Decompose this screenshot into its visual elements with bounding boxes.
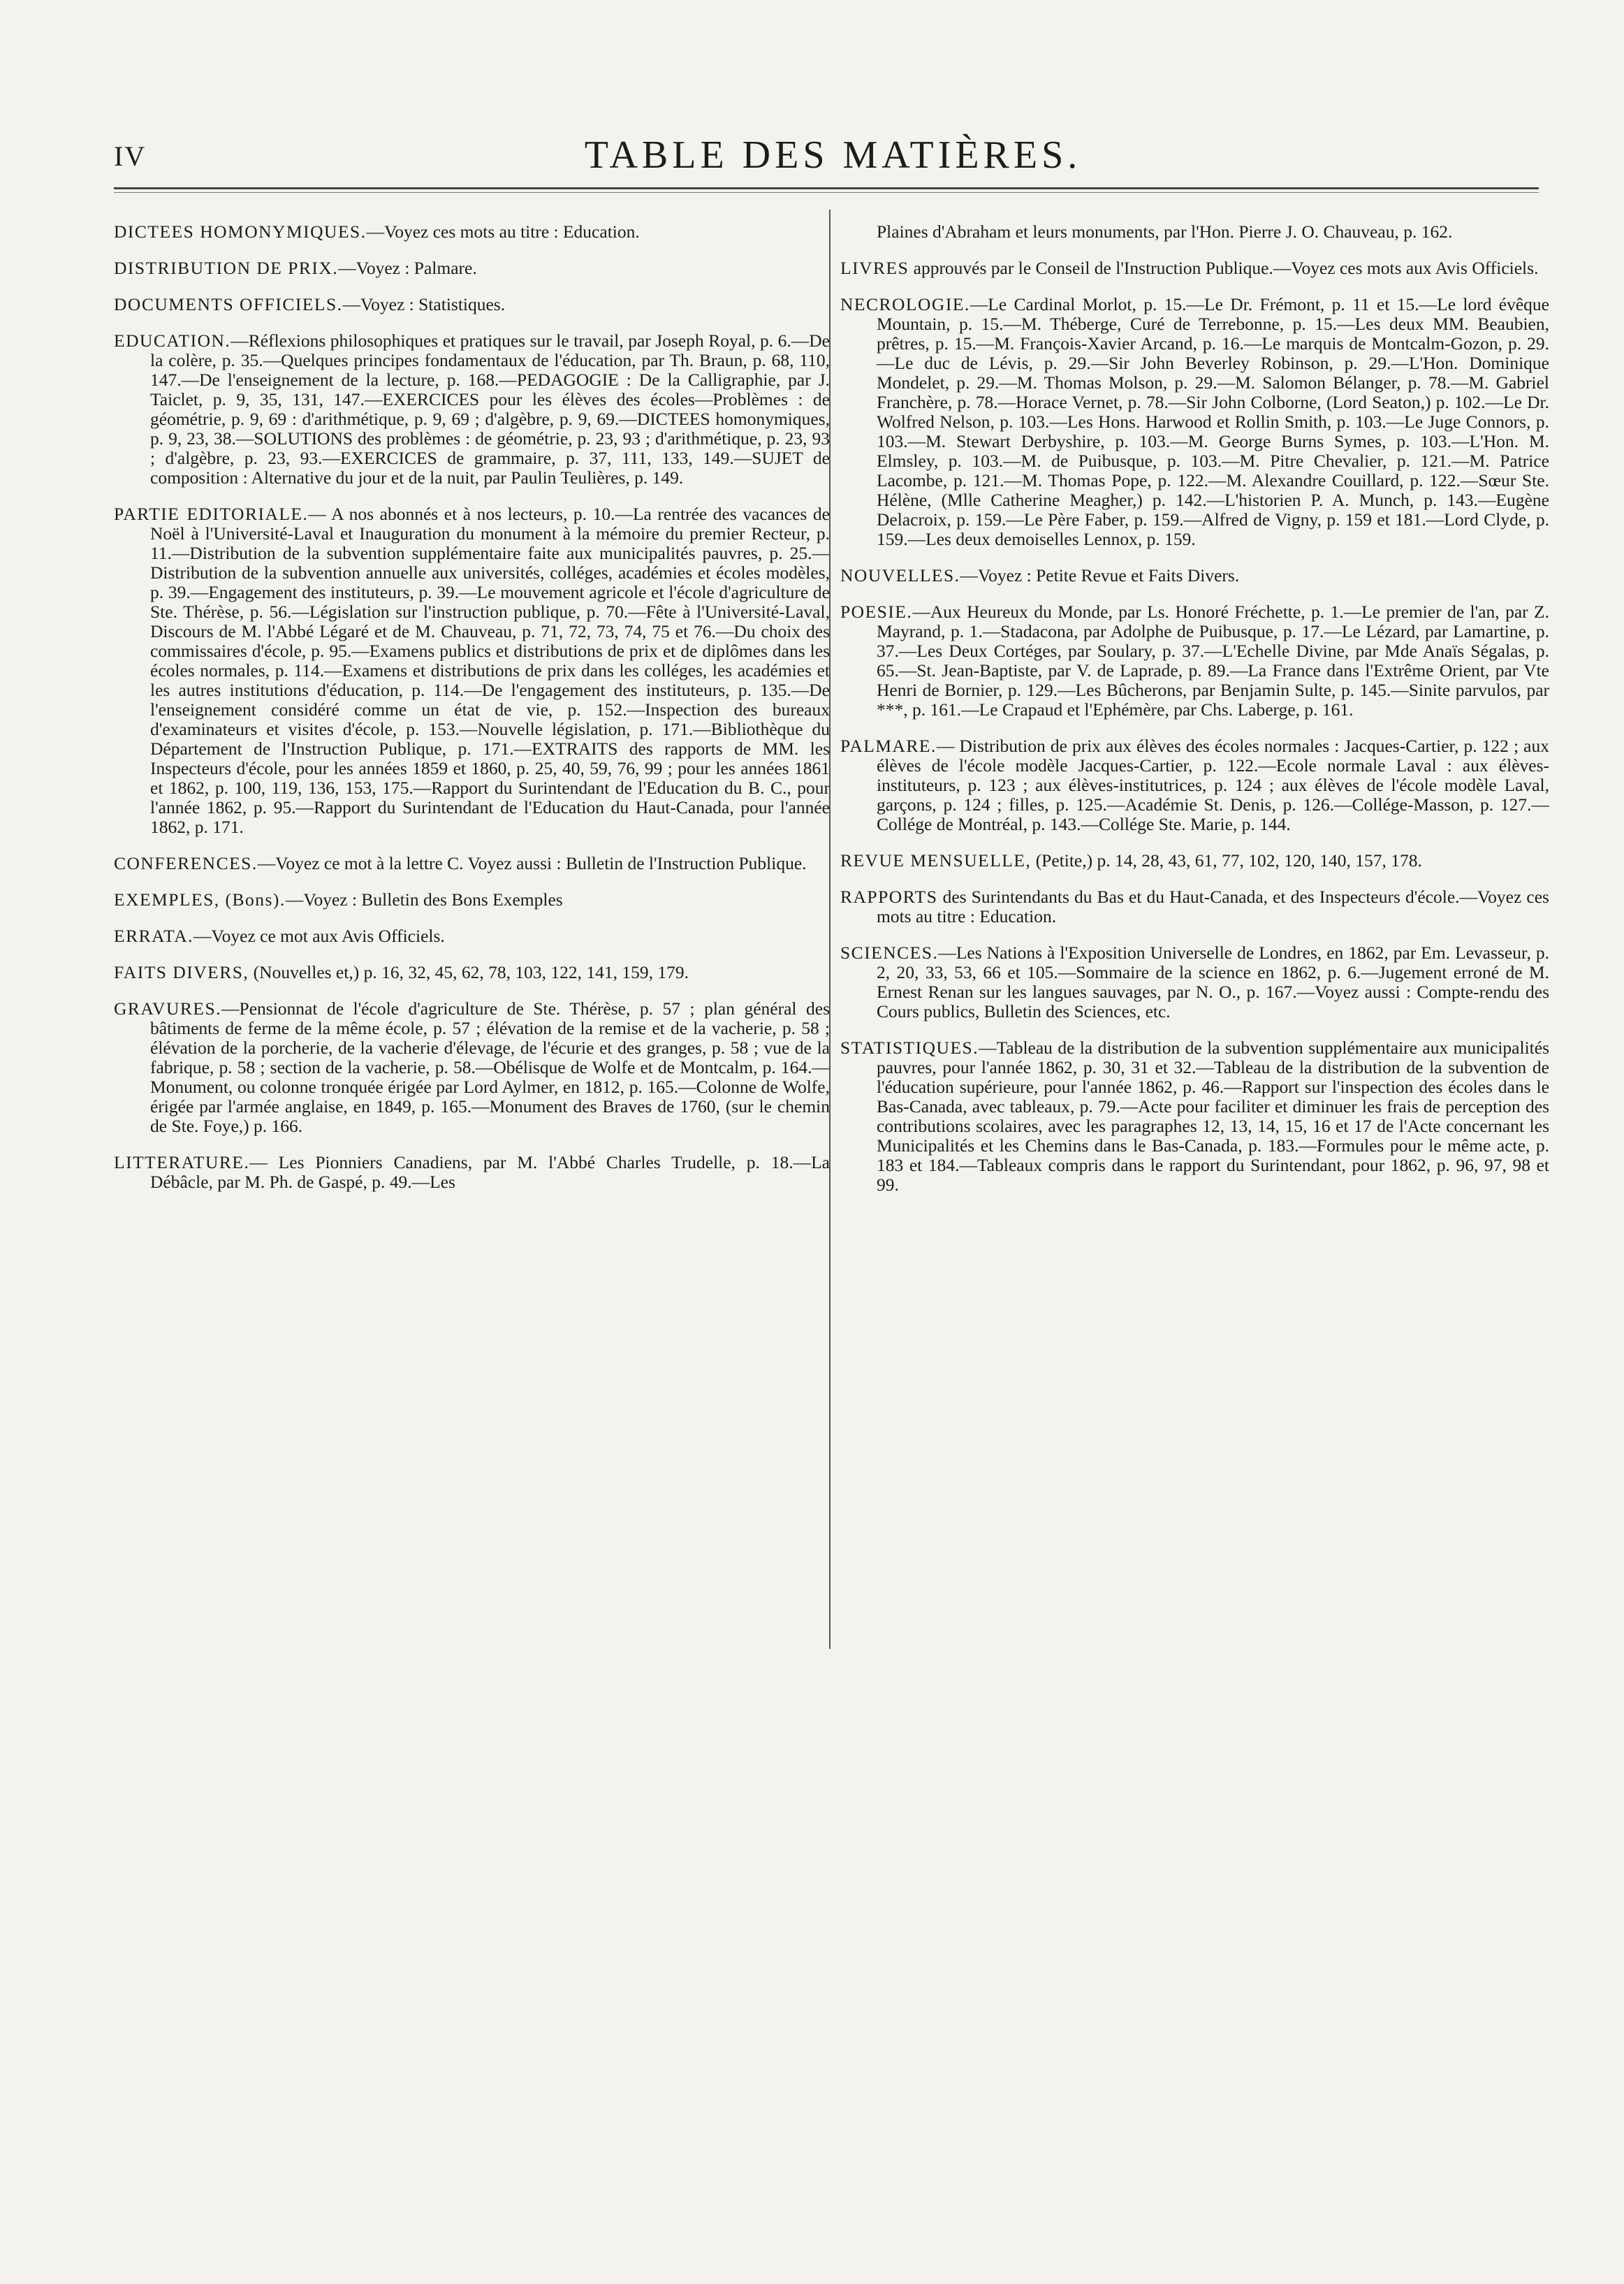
column-divider	[829, 210, 831, 1649]
index-entry	[840, 943, 1549, 1021]
entry-heading: CONFERENCES.	[114, 853, 258, 873]
entry-text: (Petite,) p. 14, 28, 43, 61, 77, 102, 120, 140, 157, 178.	[1031, 850, 1422, 871]
entry-text: — Les Pionniers Canadiens, par M. l'Abbé Charles Trudelle, p. 18.—La Débâcle, par M. Ph. de Gaspé, p. 49.—Les	[150, 1152, 830, 1192]
entry-heading: REVUE MENSUELLE,	[840, 850, 1032, 871]
index-entry	[114, 926, 830, 946]
entry-heading: GRAVURES.	[114, 998, 222, 1019]
index-entry	[114, 854, 830, 873]
index-entry	[840, 851, 1549, 871]
entry-text: —Voyez : Palmare.	[338, 258, 477, 278]
index-entry	[840, 736, 1549, 834]
entry-heading: ERRATA.	[114, 926, 194, 946]
index-entry	[840, 259, 1549, 278]
index-entry	[840, 887, 1549, 926]
entry-text: — Distribution de prix aux élèves des écoles normales : Jacques-Cartier, p. 122 ; aux élèves de l'école modèle Jacques-Cartier, p. 122.—Ecole normale Laval : aux élèves-instituteurs, p. 123 ; aux élèves-institutrices, p. 124 ; aux élèves de l'école modèle Laval, garçons, p. 124 ; filles, p. 125.—Académie St. Denis, p. 126.—Collége-Masson, p. 127.—Collége de Montréal, p. 143.—Collége Ste. Marie, p. 144.	[877, 736, 1549, 834]
index-entry	[114, 331, 830, 488]
entry-heading: PARTIE EDITORIALE.	[114, 504, 309, 524]
entry-heading: STATISTIQUES.	[840, 1038, 979, 1058]
entry-text: —Voyez ces mots au titre : Education.	[366, 221, 640, 242]
entry-text: —Voyez : Statistiques.	[342, 294, 506, 314]
index-entry	[114, 295, 830, 314]
entry-heading: EXEMPLES, (Bons).	[114, 889, 286, 910]
index-entry	[840, 1038, 1549, 1195]
entry-text: — A nos abonnés et à nos lecteurs, p. 10.—La rentrée des vacances de Noël à l'Université-Laval et Inauguration du monument à la mémoire du premier Recteur, p. 11.—Distribution de la subvention supplémentaire faite aux municipalités pauvres, p. 25.—Distribution de la subvention annuelle aux universités, colléges, académies et écoles modèles, p. 39.—Engagement des instituteurs, p. 39.—Le mouvement agricole et l'école d'agriculture de Ste. Thérèse, p. 56.—Législation sur l'instruction publique, p. 70.—Fête à l'Université-Laval, Discours de M. l'Abbé Légaré et de M. Chauveau, p. 71, 72, 73, 74, 75 et 76.—Du choix des commissaires d'école, p. 95.—Examens publics et distributions de prix et de diplômes dans les écoles normales, p. 114.—Examens et distributions de prix dans les colléges, les académies et les autres institutions d'éducation, p. 114.—De l'engagement des instituteurs, p. 135.—De l'enseignement considéré comme un état de vie, p. 152.—Inspection des bureaux d'examinateurs et visites d'école, p. 153.—Nouvelle législation, p. 171.—Bibliothèque du Département de l'Instruction Publique, p. 171.—EXTRAITS des rapports de MM. les Inspecteurs d'école, pour les années 1859 et 1860, p. 25, 40, 59, 76, 99 ; pour les années 1861 et 1862, p. 100, 119, 136, 153, 175.—Rapport du Surintendant de l'Education du B. C., pour l'année 1862, p. 95.—Rapport du Surintendant de l'Education du Haut-Canada, pour l'année 1862, p. 171.	[150, 504, 830, 837]
entry-text: —Voyez ce mot aux Avis Officiels.	[193, 926, 445, 946]
page-number: IV	[114, 140, 147, 172]
index-entry	[114, 259, 830, 278]
header-rule	[114, 187, 1539, 193]
entry-text: —Réflexions philosophiques et pratiques sur le travail, par Joseph Royal, p. 6.—De la colère, p. 35.—Quelques principes fondamentaux de l'éducation, par Th. Braun, p. 68, 110, 147.—De l'enseignement de la lecture, p. 168.—PEDAGOGIE : De la Calligraphie, par J. Taiclet, p. 9, 35, 131, 147.—EXERCICES pour les élèves des écoles—Problèmes : de géométrie, p. 9, 69 : d'arithmétique, p. 9, 69 ; d'algèbre, p. 9, 69.—DICTEES homonymiques, p. 9, 23, 38.—SOLUTIONS des problèmes : de géométrie, p. 23, 93 ; d'arithmétique, p. 23, 93 ; d'algèbre, p. 23, 93.—EXERCICES de grammaire, p. 37, 111, 133, 149.—SUJET de composition : Alternative du jour et de la nuit, par Paulin Teulières, p. 149.	[150, 330, 830, 488]
entry-text: —Pensionnat de l'école d'agriculture de Ste. Thérèse, p. 57 ; plan général des bâtiments de ferme de la même école, p. 57 ; élévation de la remise et de la vacherie, p. 58 ; élévation de la porcherie, de la vacherie d'élevage, de l'écurie et des granges, p. 58 ; vue de la fabrique, p. 58 ; section de la vacherie, p. 58.—Obélisque de Wolfe et de Montcalm, p. 164.—Monument, ou colonne tronquée érigée par Lord Aylmer, en 1812, p. 165.—Colonne de Wolfe, érigée par l'armée anglaise, en 1849, p. 165.—Monument des Braves de 1760, (sur le chemin de Ste. Foye,) p. 166.	[150, 998, 830, 1136]
left-column	[114, 222, 830, 1209]
entry-text: —Les Nations à l'Exposition Universelle de Londres, en 1862, par Em. Levasseur, p. 2, 20, 33, 53, 66 et 105.—Sommaire de la science en 1862, p. 6.—Jugement erroné de M. Ernest Renan sur les langues sauvages, par N. O., p. 167.—Voyez aussi : Compte-rendu des Cours publics, Bulletin des Sciences, etc.	[877, 943, 1549, 1021]
index-entry	[840, 222, 1549, 242]
entry-heading: PALMARE.	[840, 736, 937, 756]
entry-heading: DISTRIBUTION DE PRIX.	[114, 258, 339, 278]
index-entry	[114, 963, 830, 982]
entry-text: des Surintendants du Bas et du Haut-Canada, et des Inspecteurs d'école.—Voyez ces mots au titre : Education.	[877, 887, 1549, 926]
entry-heading: FAITS DIVERS,	[114, 962, 249, 982]
right-column	[840, 222, 1549, 1212]
entry-heading: LIVRES	[840, 258, 909, 278]
index-entry	[114, 1153, 830, 1192]
entry-text: —Voyez : Petite Revue et Faits Divers.	[960, 565, 1240, 585]
index-entry	[840, 602, 1549, 720]
entry-heading: NOUVELLES.	[840, 565, 960, 585]
entry-heading: EDUCATION.	[114, 330, 231, 351]
entry-text: —Le Cardinal Morlot, p. 15.—Le Dr. Frémont, p. 11 et 15.—Le lord évêque Mountain, p. 15.—M. Théberge, Curé de Terrebonne, p. 15.—Les deux MM. Beaubien, prêtres, p. 15.—M. François-Xavier Arcand, p. 16.—Le marquis de Montcalm-Gozon, p. 29.—Le duc de Lévis, p. 29.—Sir John Beverley Robinson, p. 29.—L'Hon. Dominique Mondelet, p. 29.—M. Thomas Molson, p. 29.—M. Salomon Bélanger, p. 78.—M. Gabriel Franchère, p. 78.—Horace Vernet, p. 78.—Sir John Colborne, (Lord Seaton,) p. 102.—Le Dr. Wolfred Nelson, p. 103.—Les Hons. Harwood et Rollin Smith, p. 103.—Le Juge Connors, p. 103.—M. Stewart Derbyshire, p. 103.—M. George Burns Symes, p. 103.—L'Hon. M. Elmsley, p. 103.—M. de Puibusque, p. 103.—M. Pitre Chevalier, p. 121.—M. Patrice Lacombe, p. 121.—M. Thomas Pope, p. 122.—M. Alexandre Couillard, p. 122.—Sœur Ste. Hélène, (Mlle Catherine Meagher,) p. 142.—L'historien P. A. Munch, p. 143.—Eugène Delacroix, p. 159.—Le Père Faber, p. 159.—Alfred de Vigny, p. 159 et 181.—Lord Clyde, p. 159.—Les deux demoiselles Lennox, p. 159.	[877, 294, 1549, 549]
entry-text: —Aux Heureux du Monde, par Ls. Honoré Fréchette, p. 1.—Le premier de l'an, par Z. Mayrand, p. 1.—Stadacona, par Adolphe de Puibusque, p. 17.—Le Lézard, par Lamartine, p. 37.—Les Deux Cortéges, par Soulary, p. 37.—L'Echelle Divine, par Mde Anaïs Ségalas, p. 65.—St. Jean-Baptiste, par V. de Laprade, p. 89.—La France dans l'Extrême Orient, par Vte Henri de Bornier, p. 129.—Les Bûcherons, par Benjamin Sulte, p. 145.—Sinite parvulos, par ***, p. 161.—Le Crapaud et l'Ephémère, par Chs. Laberge, p. 161.	[877, 602, 1549, 720]
entry-text: Plaines d'Abraham et leurs monuments, par l'Hon. Pierre J. O. Chauveau, p. 162.	[877, 221, 1453, 242]
entry-heading: DOCUMENTS OFFICIELS.	[114, 294, 343, 314]
entry-heading: RAPPORTS	[840, 887, 938, 907]
entry-heading: LITTERATURE.	[114, 1152, 250, 1172]
entry-text: —Voyez : Bulletin des Bons Exemples	[285, 889, 563, 910]
entry-text: —Tableau de la distribution de la subvention supplémentaire aux municipalités pauvres, pour l'année 1862, p. 30, 31 et 32.—Tableau de la distribution de la subvention de l'éducation supérieure, pour l'année 1862, p. 46.—Rapport sur l'inspection des écoles dans le Bas-Canada, avec tableaux, p. 79.—Acte pour faciliter et diminuer les frais de perception des contributions scolaires, avec les paragraphes 12, 13, 14, 15, 16 et 17 de l'Acte concernant les Municipalités et les Chemins dans le Bas-Canada, p. 183.—Formules pour le même acte, p. 183 et 184.—Tableaux compris dans le rapport du Surintendant, pour 1862, p. 96, 97, 98 et 99.	[877, 1038, 1549, 1195]
index-entry	[114, 890, 830, 910]
entry-heading: SCIENCES.	[840, 943, 939, 963]
entry-text: (Nouvelles et,) p. 16, 32, 45, 62, 78, 103, 122, 141, 159, 179.	[249, 962, 689, 982]
index-entry	[840, 295, 1549, 549]
index-entry	[114, 222, 830, 242]
entry-text: approuvés par le Conseil de l'Instruction Publique.—Voyez ces mots aux Avis Officiels.	[909, 258, 1539, 278]
entry-heading: NECROLOGIE.	[840, 294, 970, 314]
page-title: TABLE DES MATIÈRES.	[584, 133, 1082, 177]
index-entry	[114, 999, 830, 1136]
index-entry	[840, 566, 1549, 585]
entry-heading: DICTEES HOMONYMIQUES.	[114, 221, 367, 242]
index-entry	[114, 504, 830, 837]
entry-heading: POESIE.	[840, 602, 913, 622]
entry-text: —Voyez ce mot à la lettre C. Voyez aussi : Bulletin de l'Instruction Publique.	[257, 853, 807, 873]
